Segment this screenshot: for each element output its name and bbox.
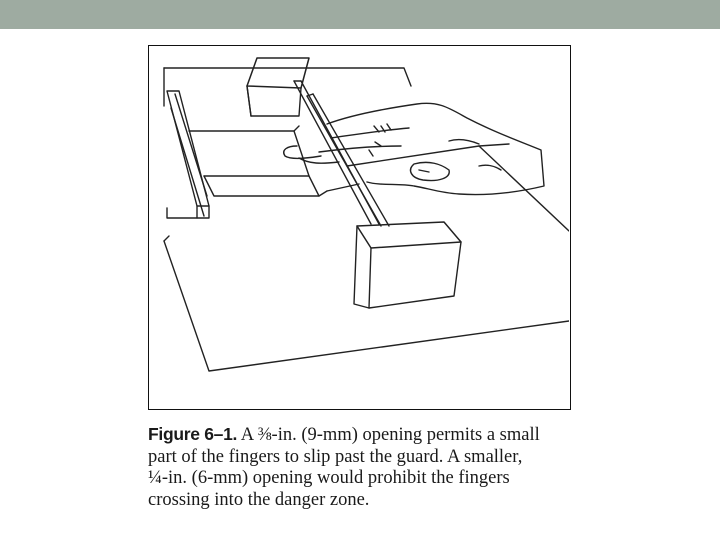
figure-label: Figure 6–1. [148,424,238,444]
die-block [189,131,309,176]
base-plate [164,241,569,371]
slide-header-band [0,0,720,29]
bottom-block [357,222,461,248]
figure-illustration [148,45,571,410]
guard-rod-upper [294,81,371,224]
figure-caption-text: A ⅜-in. (9-mm) opening permits a small part of the fingers to slip past the guard. A smaller, ¼-in. (6-mm) opening would prohibit the fingers crossing into the danger zone. [148,425,540,510]
left-fence [167,91,209,206]
top-block [247,58,309,88]
figure-caption [148,424,588,511]
back-plate [164,68,411,86]
guard-rod-lower [307,96,381,226]
machine-guard-drawing [149,46,569,408]
